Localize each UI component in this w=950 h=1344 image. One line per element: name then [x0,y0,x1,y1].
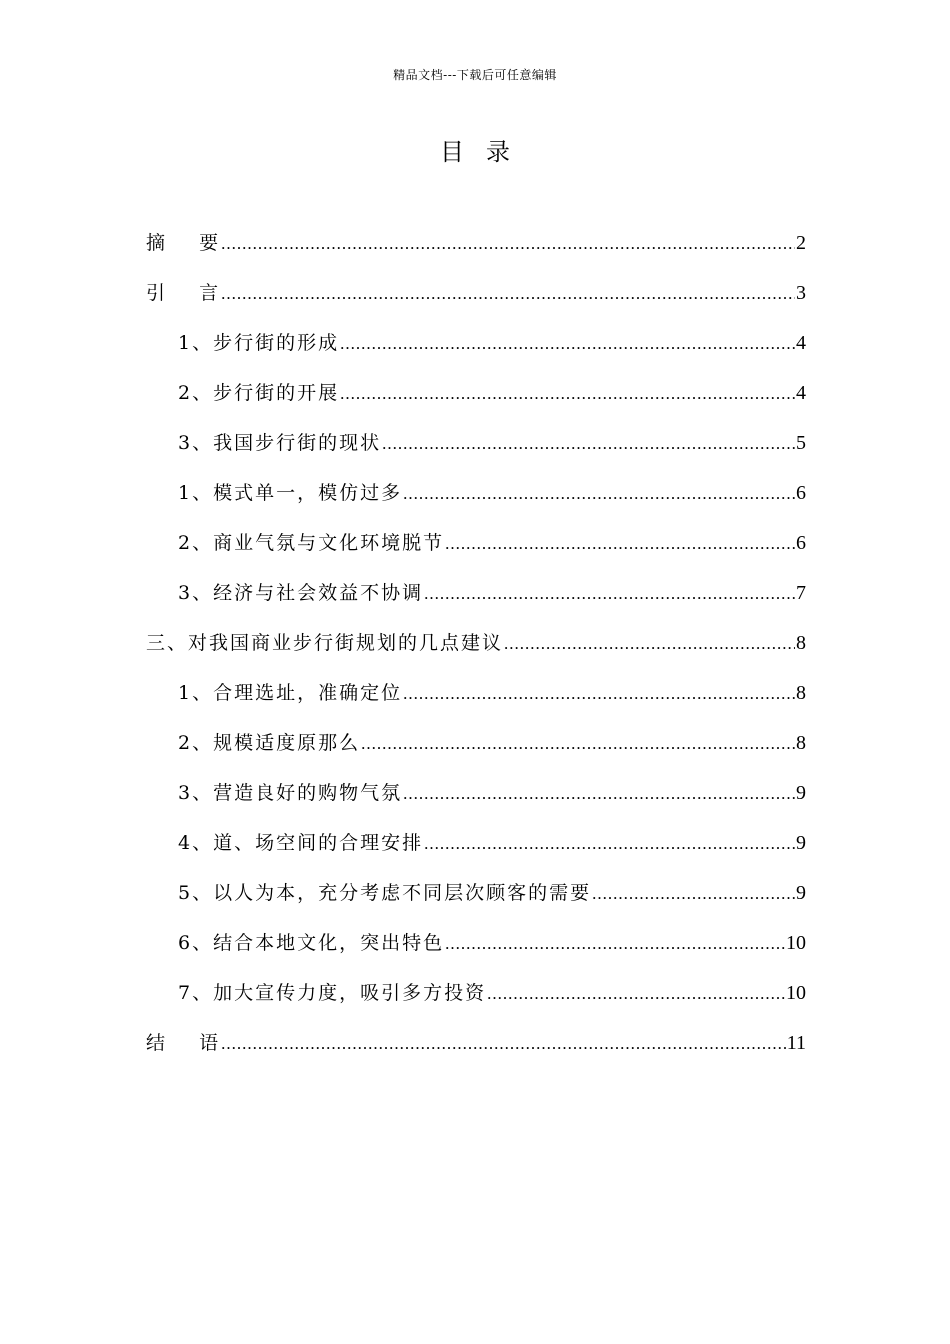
toc-page-number: 6 [796,482,806,504]
toc-page-number: 10 [786,982,806,1004]
toc-entry-label: 4、道、场空间的合理安排 [178,832,424,854]
toc-entry-introduction[interactable] [146,278,806,328]
toc-entry-label: 2、步行街的开展 [178,382,340,404]
toc-page-number: 2 [796,232,806,254]
toc-page-number: 8 [796,732,806,754]
table-of-contents [146,228,806,1078]
toc-entry-label: 三、对我国商业步行街规划的几点建议 [146,632,504,654]
toc-leader-dots [445,934,785,954]
toc-page-number: 11 [786,1032,806,1054]
toc-page-number: 8 [796,682,806,704]
toc-leader-dots [504,634,795,654]
toc-entry-label: 1、步行街的形成 [178,332,340,354]
toc-entry-label: 3、经济与社会效益不协调 [178,582,424,604]
toc-entry[interactable] [146,828,806,878]
toc-page-number: 9 [796,782,806,804]
toc-page-number: 10 [786,932,806,954]
toc-entry[interactable] [146,328,806,378]
toc-entry-label: 结 语 [146,1032,221,1054]
toc-entry[interactable] [146,728,806,778]
toc-page-number: 7 [796,582,806,604]
toc-entry-label: 3、我国步行街的现状 [178,432,382,454]
toc-entry-label: 7、加大宣传力度，吸引多方投资 [178,982,487,1004]
toc-entry[interactable] [146,878,806,928]
toc-entry-label: 2、规模适度原那么 [178,732,361,754]
toc-entry[interactable] [146,478,806,528]
toc-page-number: 9 [796,832,806,854]
toc-page-number: 4 [796,332,806,354]
toc-title: 目录 [440,138,532,166]
toc-entry-label: 引 言 [146,282,221,304]
toc-entry[interactable] [146,578,806,628]
toc-entry[interactable] [146,778,806,828]
toc-entry-label: 5、以人为本，充分考虑不同层次顾客的需要 [178,882,592,904]
toc-leader-dots [487,984,785,1004]
toc-entry-abstract[interactable] [146,228,806,278]
toc-leader-dots [445,534,795,554]
toc-leader-dots [221,234,795,254]
toc-leader-dots [221,1034,786,1054]
toc-leader-dots [340,334,795,354]
toc-leader-dots [221,284,795,304]
toc-entry[interactable] [146,928,806,978]
toc-entry-label: 3、营造良好的购物气氛 [178,782,403,804]
toc-entry[interactable] [146,378,806,428]
toc-entry-label: 6、结合本地文化，突出特色 [178,932,445,954]
toc-page-number: 6 [796,532,806,554]
toc-page-number: 4 [796,382,806,404]
toc-leader-dots [340,384,795,404]
toc-entry-section-three[interactable] [146,628,806,678]
toc-leader-dots [424,834,795,854]
header-note: 精品文档---下载后可任意编辑 [393,68,557,82]
toc-leader-dots [403,684,795,704]
toc-leader-dots [403,484,795,504]
toc-page-number: 8 [796,632,806,654]
toc-entry-label: 1、模式单一，模仿过多 [178,482,403,504]
toc-entry[interactable] [146,978,806,1028]
toc-entry-label: 2、商业气氛与文化环境脱节 [178,532,445,554]
toc-entry[interactable] [146,678,806,728]
toc-entry[interactable] [146,428,806,478]
toc-page-number: 3 [796,282,806,304]
toc-leader-dots [382,434,795,454]
toc-entry-label: 1、合理选址，准确定位 [178,682,403,704]
toc-page-number: 5 [796,432,806,454]
toc-leader-dots [424,584,795,604]
toc-entry[interactable] [146,528,806,578]
toc-page-number: 9 [796,882,806,904]
toc-entry-label: 摘 要 [146,232,221,254]
toc-leader-dots [592,884,795,904]
toc-leader-dots [403,784,795,804]
toc-leader-dots [361,734,795,754]
toc-entry-conclusion[interactable] [146,1028,806,1078]
